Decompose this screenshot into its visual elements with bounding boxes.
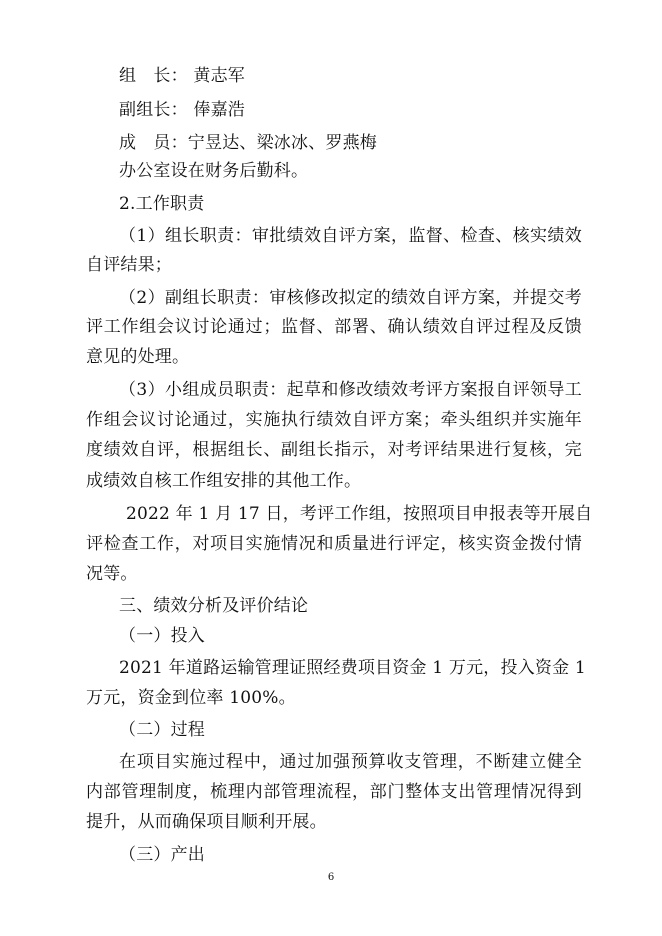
line-20: 2021 年道路运输管理证照经费项目资金 1 万元，投入资金 1	[119, 658, 586, 678]
line-15: 2022 年 1 月 17 日，考评工作组，按照项目申报表等开展自	[126, 504, 593, 524]
line-2: 副组长： 俸嘉浩	[119, 100, 246, 120]
line-11: （3）小组成员职责：起草和修改绩效考评方案报自评领导工	[119, 380, 582, 400]
line-8: （2）副组长职责：审核修改拟定的绩效自评方案，并提交考	[119, 288, 582, 308]
line-24: 内部管理制度，梳理内部管理流程，部门整体支出管理情况得到	[86, 782, 582, 802]
line-13: 度绩效自评，根据组长、副组长指示，对考评结果进行复核，完	[86, 440, 582, 460]
line-5: 2.工作职责	[119, 194, 205, 214]
line-23: 在项目实施过程中，通过加强预算收支管理，不断建立健全	[119, 752, 582, 772]
line-4: 办公室设在财务后勤科。	[119, 161, 309, 181]
line-9: 评工作组会议讨论通过；监督、部署、确认绩效自评过程及反馈	[86, 317, 582, 337]
line-25: 提升，从而确保项目顺利开展。	[86, 812, 327, 832]
line-17: 况等。	[86, 564, 138, 584]
line-16: 评检查工作，对项目实施情况和质量进行评定，核实资金拨付情	[86, 534, 582, 554]
line-18: 三、绩效分析及评价结论	[119, 596, 309, 616]
line-12: 作组会议讨论通过，实施执行绩效自评方案；牵头组织并实施年	[86, 410, 582, 430]
line-10: 意见的处理。	[86, 347, 190, 367]
page-number: 6	[327, 872, 335, 883]
line-19: （一）投入	[119, 626, 205, 646]
line-14: 成绩效自核工作组安排的其他工作。	[86, 471, 362, 491]
line-3: 成 员：宁昱达、梁冰冰、罗燕梅	[119, 133, 377, 153]
line-21: 万元，资金到位率 100%。	[86, 688, 296, 708]
line-26: （三）产出	[119, 845, 205, 865]
line-7: 自评结果；	[86, 255, 172, 275]
line-22: （二）过程	[119, 720, 205, 740]
line-1: 组 长： 黄志军	[119, 66, 246, 86]
line-6: （1）组长职责：审批绩效自评方案，监督、检查、核实绩效	[119, 226, 582, 246]
